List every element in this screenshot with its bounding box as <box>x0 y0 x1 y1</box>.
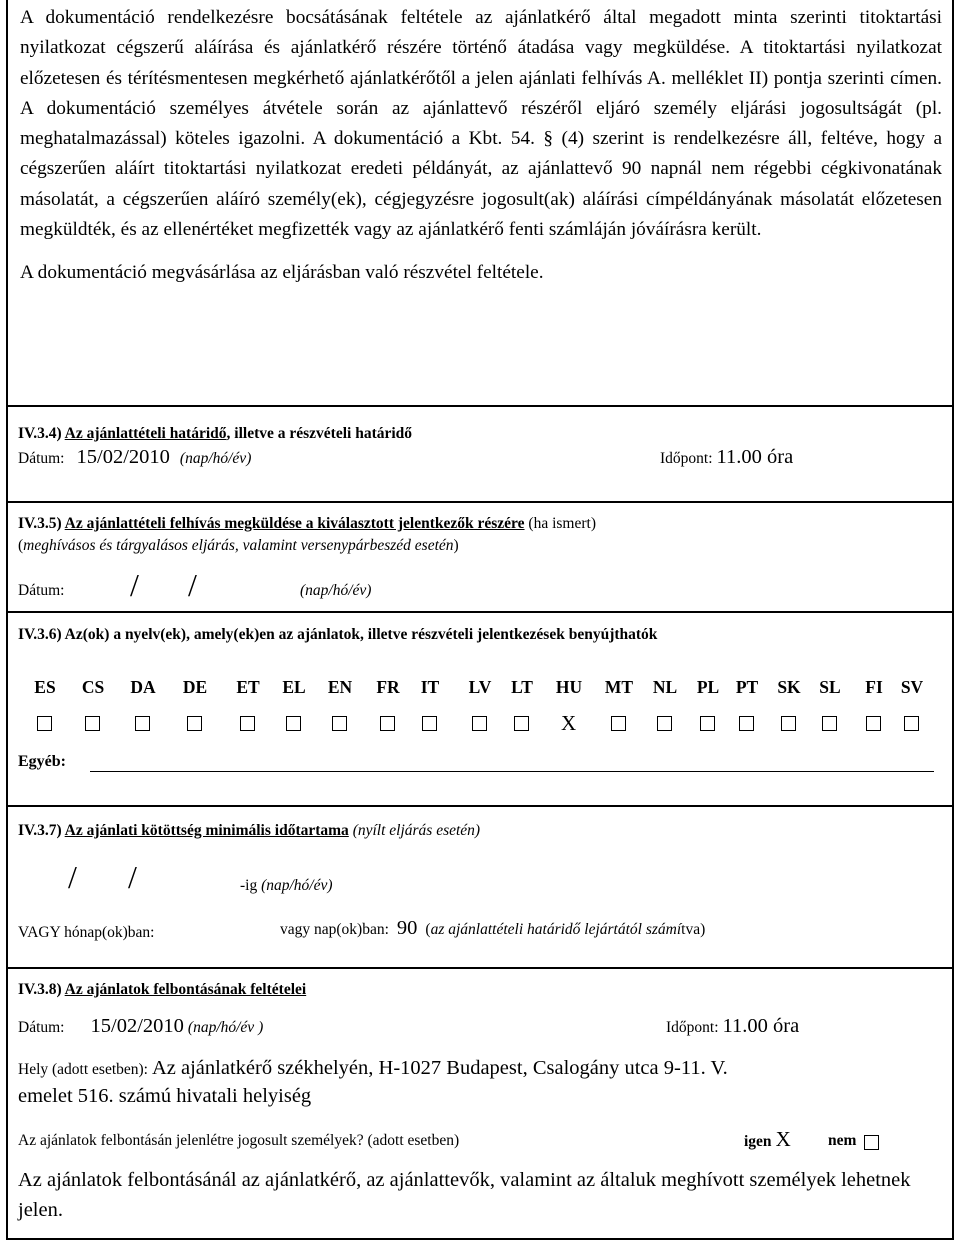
language-checkbox-pt[interactable] <box>739 716 754 731</box>
date-slash-1: / <box>68 859 77 895</box>
language-checkbox-da[interactable] <box>135 716 150 731</box>
section-iv-3-4 <box>8 407 952 503</box>
language-checkbox-de[interactable] <box>187 716 202 731</box>
attendance-no: nem <box>828 1132 857 1149</box>
documentation-conditions-text: A dokumentáció rendelkezésre bocsátásának feltétele az ajánlatkérő által megadott minta szerinti titoktartási nyilatkozat cégszerű aláírása és ajánlatkérő részére történő átadása vagy megküldése. A titoktartási nyilatkozat előzetesen és térítésmentesen megkérhető ajánlatkérőtől a jelen ajánlati felhívás A. melléklet II) pontja szerinti címen. A dokumentáció személyes átvétele során az ajánlattevő részéről eljáró személy eljárási jogosultságát (pl. meghatalmazással) köteles igazolni. A dokumentáció a Kbt. 54. § (4) szerint is rendelkezésre áll, feltéve, hogy a cégszerűen aláírt titoktartási nyilatkozat eredeti példányát, az ajánlattevő 90 napnál nem régebbi cégkivonatának másolatát, a cégszerűen aláíró személy(ek), cégjegyzésre jogosult(ak) aláírási címpéldányának másolatát előzetesen megküldték, és az ellenértéket megfizették vagy az ajánlatkérő fenti számláján jóváírásra került. <box>20 7 942 241</box>
other-language-label: Egyéb: <box>18 753 66 770</box>
language-label-sv: SV <box>900 677 924 697</box>
date-value: 15/02/2010 <box>90 1015 184 1037</box>
place-value: Az ajánlatkérő székhelyén, H-1027 Budapest, Csalogány utca 9-11. V. <box>151 1057 728 1079</box>
section-iv-3-7 <box>8 807 952 969</box>
language-checkbox-en[interactable] <box>332 716 347 731</box>
language-label-hu: HU <box>555 677 583 697</box>
language-label-es: ES <box>34 677 56 697</box>
deadline-date-row <box>18 446 251 469</box>
section-number: IV.3.6) <box>18 626 62 643</box>
documentation-conditions-section <box>8 0 952 407</box>
language-checkbox-es[interactable] <box>37 716 52 731</box>
language-checkbox-et[interactable] <box>240 716 255 731</box>
language-checkbox-el[interactable] <box>286 716 301 731</box>
language-checkbox-sv[interactable] <box>904 716 919 731</box>
language-label-it: IT <box>420 677 440 697</box>
form-frame <box>6 0 954 1240</box>
language-checkbox-fr[interactable] <box>380 716 395 731</box>
language-checkbox-lt[interactable] <box>514 716 529 731</box>
months-label: VAGY hónap(ok)ban: <box>18 924 155 941</box>
section-iv-3-7-heading <box>18 822 480 840</box>
opening-place-row <box>18 1057 728 1080</box>
section-title-underlined: Az ajánlattételi határidő <box>64 425 227 442</box>
section-iv-3-5-heading <box>18 515 596 533</box>
language-checkbox-nl[interactable] <box>657 716 672 731</box>
section-title-rest: , illetve a részvételi határidő <box>226 425 413 442</box>
language-label-mt: MT <box>604 677 634 697</box>
language-label-lv: LV <box>468 677 492 697</box>
days-value: 90 <box>396 917 418 939</box>
date-format: (nap/hó/év) <box>179 450 252 467</box>
language-label-sl: SL <box>819 677 841 697</box>
language-list <box>8 669 956 735</box>
language-label-fr: FR <box>376 677 400 697</box>
language-checkbox-hu[interactable]: X <box>561 711 577 735</box>
language-checkbox-lv[interactable] <box>472 716 487 731</box>
no-checkbox[interactable] <box>864 1135 879 1150</box>
language-label-el: EL <box>282 677 306 697</box>
language-label-et: ET <box>236 677 260 697</box>
section-title: Az(ok) a nyelv(ek), amely(ek)en az ajánlatok, illetve részvételi jelentkezések benyújthatók <box>64 626 658 643</box>
time-value: 11.00 óra <box>722 1015 800 1037</box>
language-label-cs: CS <box>81 677 105 697</box>
attendance-yes: igen X <box>744 1127 791 1151</box>
section-title-note: (ha ismert) <box>528 515 596 532</box>
date-label: Dátum: <box>18 450 65 467</box>
days-row: vagy nap(ok)ban: 90 (az ajánlattételi határidő lejártától számítva) <box>280 917 706 939</box>
section-iv-3-4-heading <box>18 425 412 443</box>
section-iv-3-5 <box>8 503 952 613</box>
language-checkbox-sl[interactable] <box>822 716 837 731</box>
language-label-en: EN <box>327 677 353 697</box>
time-label: Időpont: <box>666 1019 719 1036</box>
date-slash-1: / <box>130 567 139 603</box>
section-iv-3-6 <box>8 613 952 807</box>
section-number: IV.3.7) <box>18 822 62 839</box>
date-label: Dátum: <box>18 582 65 599</box>
language-checkbox-it[interactable] <box>422 716 437 731</box>
place-value-continued: emelet 516. számú hivatali helyiség <box>18 1085 312 1107</box>
date-label: Dátum: <box>18 1019 65 1036</box>
date-value: 15/02/2010 <box>76 446 170 468</box>
until-date: -ig (nap/hó/év) <box>240 877 333 894</box>
attendance-closing-text: Az ajánlatok felbontásánál az ajánlatkérő, az ajánlattevők, valamint az általuk meghívott személyek lehetnek jelen. <box>18 1169 911 1221</box>
section-title-underlined: Az ajánlatok felbontásának feltételei <box>64 981 307 998</box>
language-label-da: DA <box>130 677 156 697</box>
time-label: Időpont: <box>660 450 713 467</box>
section-number: IV.3.5) <box>18 515 62 532</box>
language-checkbox-fi[interactable] <box>866 716 881 731</box>
section-subtitle: (meghívásos és tárgyalásos eljárás, valamint versenypárbeszéd esetén) <box>18 537 459 554</box>
section-iv-3-6-heading <box>18 626 657 644</box>
section-title-underlined: Az ajánlati kötöttség minimális időtartama <box>64 822 349 839</box>
date-slash-2: / <box>128 859 137 895</box>
language-checkbox-cs[interactable] <box>85 716 100 731</box>
deadline-time-row <box>660 446 793 469</box>
section-title-underlined: Az ajánlattételi felhívás megküldése a kiválasztott jelentkezők részére <box>64 515 525 532</box>
language-label-lt: LT <box>511 677 533 697</box>
language-label-sk: SK <box>777 677 801 697</box>
yes-mark: X <box>775 1127 791 1151</box>
days-label: vagy nap(ok)ban: <box>280 921 389 938</box>
language-checkbox-mt[interactable] <box>611 716 626 731</box>
other-language-line <box>90 771 934 772</box>
language-label-pl: PL <box>696 677 720 697</box>
language-checkbox-pl[interactable] <box>700 716 715 731</box>
time-value: 11.00 óra <box>716 446 794 468</box>
opening-time-row <box>666 1015 799 1038</box>
language-label-fi: FI <box>865 677 883 697</box>
section-title-note: (nyílt eljárás esetén) <box>352 822 481 839</box>
section-iv-3-8 <box>8 969 952 1240</box>
section-iv-3-8-heading <box>18 981 306 999</box>
language-label-de: DE <box>182 677 208 697</box>
language-label-nl: NL <box>652 677 678 697</box>
purchase-condition-text: A dokumentáció megvásárlása az eljárásban való részvétel feltétele. <box>20 262 544 284</box>
place-label: Hely (adott esetben): <box>18 1061 148 1078</box>
date-slash-2: / <box>188 567 197 603</box>
language-checkbox-sk[interactable] <box>781 716 796 731</box>
section-number: IV.3.8) <box>18 981 62 998</box>
section-number: IV.3.4) <box>18 425 62 442</box>
date-format: (nap/hó/év ) <box>187 1019 264 1036</box>
attendance-question: Az ajánlatok felbontásán jelenlétre jogosult személyek? (adott esetben) <box>18 1132 460 1149</box>
date-format: (nap/hó/év) <box>300 582 372 599</box>
language-label-pt: PT <box>735 677 759 697</box>
opening-date-row <box>18 1015 263 1038</box>
